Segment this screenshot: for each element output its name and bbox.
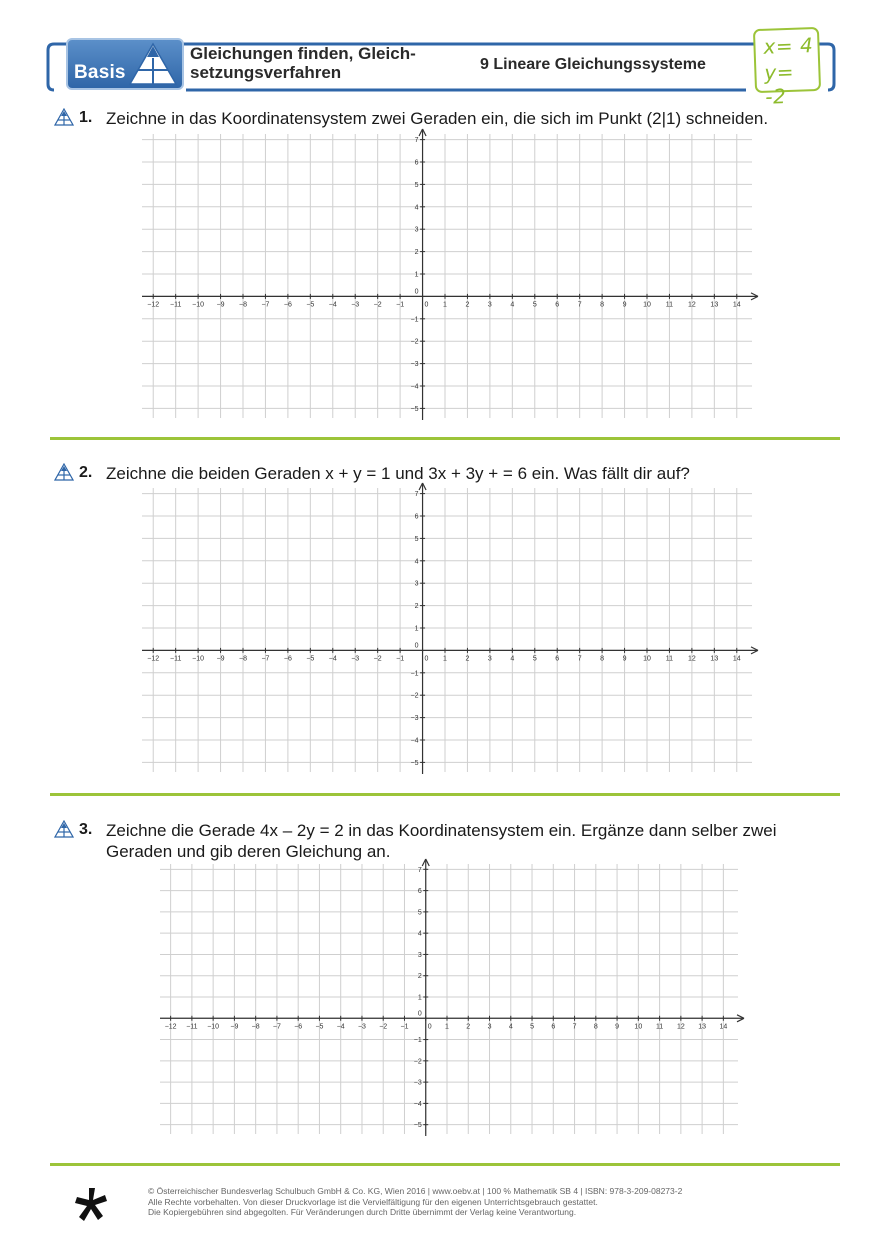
x-tick-label: −4: [328, 655, 337, 663]
y-tick-label: 3: [414, 226, 419, 234]
origin-label: 0: [417, 1010, 422, 1018]
task-number: 2.: [79, 464, 93, 481]
x-tick-label: 8: [600, 301, 605, 309]
x-tick-label: −8: [239, 655, 247, 663]
y-tick-label: −4: [410, 737, 419, 745]
x-tick-label: 13: [698, 1023, 707, 1031]
x-tick-label: −11: [169, 655, 182, 663]
chapter-title: 9 Lineare Gleichungssysteme: [480, 56, 706, 73]
x-tick-label: 2: [465, 655, 470, 663]
x-tick-label: 5: [532, 655, 537, 663]
x-tick-label: −11: [169, 301, 182, 309]
x-tick-label: −9: [216, 301, 225, 309]
task-text-line: Zeichne die beiden Geraden x + y = 1 und 3x + 3y + = 6 ein. Was fällt dir auf?: [106, 464, 690, 483]
x-tick-label: 12: [687, 301, 696, 309]
x-tick-label: 7: [572, 1023, 577, 1031]
x-tick-label: 0: [424, 655, 429, 663]
y-tick-label: −3: [410, 361, 419, 369]
y-tick-label: 7: [414, 137, 419, 145]
note-line-1: x= 4: [763, 33, 814, 59]
y-tick-label: 1: [414, 625, 419, 633]
y-tick-label: 2: [414, 249, 419, 257]
y-tick-label: −2: [410, 692, 419, 700]
x-tick-label: −11: [186, 1023, 198, 1031]
x-tick-label: 11: [665, 301, 674, 309]
y-tick-label: 4: [414, 204, 419, 212]
divider: [50, 793, 840, 796]
x-tick-label: −4: [336, 1023, 345, 1031]
x-tick-label: −3: [351, 655, 360, 663]
x-tick-label: −6: [283, 301, 292, 309]
x-tick-label: 14: [732, 655, 741, 663]
y-tick-label: 5: [414, 535, 419, 543]
x-tick-label: −7: [272, 1023, 281, 1031]
y-tick-label: −5: [413, 1122, 422, 1130]
y-tick-label: −2: [410, 338, 419, 346]
coordinate-grid[interactable]: [154, 858, 748, 1138]
coordinate-grid[interactable]: [136, 128, 762, 422]
x-tick-label: 1: [445, 1023, 449, 1031]
x-tick-label: −9: [216, 655, 225, 663]
footer-line: Die Kopiergebühren sind abgegolten. Für Veränderungen durch Dritte übernimmt der Verlag keine Verantwortung.: [148, 1207, 577, 1217]
x-tick-label: 0: [424, 301, 429, 309]
x-tick-label: 1: [443, 655, 447, 663]
task-text-line: Zeichne die Gerade 4x – 2y = 2 in das Koordinatensystem ein. Ergänze dann selber zwei: [106, 821, 777, 840]
worksheet-title: [190, 44, 450, 82]
task-number: 1.: [79, 109, 93, 126]
y-tick-label: −1: [413, 1037, 422, 1045]
x-tick-label: 10: [634, 1023, 643, 1031]
y-tick-label: −5: [410, 405, 419, 413]
pyramid-icon: [54, 108, 74, 126]
y-tick-label: 6: [417, 888, 422, 896]
y-tick-label: 1: [417, 994, 422, 1002]
x-tick-label: 8: [593, 1023, 598, 1031]
x-tick-label: −1: [396, 301, 405, 309]
origin-label: 0: [414, 288, 419, 296]
note-line-2: y= -2: [764, 59, 795, 109]
x-tick-label: 0: [427, 1023, 432, 1031]
x-tick-label: 11: [655, 1023, 664, 1031]
task-text-line: Geraden und gib deren Gleichung an.: [106, 842, 391, 861]
x-tick-label: 8: [600, 655, 605, 663]
coordinate-grid[interactable]: [136, 482, 762, 776]
y-tick-label: 7: [417, 866, 422, 874]
publisher-logo-icon: [72, 1186, 110, 1224]
x-tick-label: −12: [147, 655, 160, 663]
x-tick-label: 14: [732, 301, 741, 309]
task-text: [106, 820, 836, 862]
title-line-2: setzungsverfahren: [190, 63, 342, 82]
x-tick-label: 6: [555, 301, 560, 309]
x-tick-label: 9: [615, 1023, 620, 1031]
y-tick-label: −3: [410, 715, 419, 723]
x-tick-label: 2: [465, 301, 470, 309]
x-tick-label: −12: [147, 301, 160, 309]
x-tick-label: 5: [532, 301, 537, 309]
pyramid-icon: [54, 820, 74, 838]
x-tick-label: 5: [530, 1023, 534, 1031]
x-tick-label: 3: [487, 301, 492, 309]
y-tick-label: 2: [414, 603, 419, 611]
copyright-footer: [148, 1186, 682, 1218]
x-tick-label: 7: [577, 655, 582, 663]
x-tick-label: −10: [207, 1023, 220, 1031]
divider: [50, 1163, 840, 1166]
x-tick-label: 7: [577, 301, 582, 309]
x-tick-label: 10: [643, 655, 651, 663]
task-number: 3.: [79, 821, 93, 838]
x-tick-label: 6: [551, 1023, 556, 1031]
task-text-line: Zeichne in das Koordinatensystem zwei Geraden ein, die sich im Punkt (2|1) schneiden.: [106, 109, 769, 128]
y-tick-label: −4: [410, 383, 419, 391]
x-tick-label: −2: [373, 655, 382, 663]
y-tick-label: 1: [414, 271, 419, 279]
x-tick-label: −8: [251, 1023, 260, 1031]
x-tick-label: −7: [261, 655, 270, 663]
x-tick-label: −6: [294, 1023, 303, 1031]
footer-line: Alle Rechte vorbehalten. Von dieser Druckvorlage ist die Vervielfältigung für den eigenen Unterrichtsgebrauch gestattet.: [148, 1196, 598, 1207]
y-tick-label: −4: [413, 1100, 422, 1108]
y-tick-label: 6: [414, 159, 419, 167]
y-tick-label: 4: [417, 930, 422, 938]
x-tick-label: 9: [622, 301, 627, 309]
x-tick-label: −5: [306, 301, 315, 309]
footer-line: © Österreichischer Bundesverlag Schulbuch GmbH & Co. KG, Wien 2016 | www.oebv.at | 100 % Mathematik SB 4 | ISBN: 978-3-209-08273-2: [148, 1186, 683, 1196]
solution-note: [753, 27, 821, 109]
x-tick-label: 4: [510, 301, 515, 309]
y-tick-label: 4: [414, 558, 419, 566]
x-tick-label: 4: [510, 655, 515, 663]
y-tick-label: 7: [414, 491, 419, 499]
y-tick-label: −1: [410, 670, 419, 678]
x-tick-label: −5: [306, 655, 315, 663]
task-text: [106, 463, 826, 484]
x-tick-label: −4: [328, 301, 337, 309]
x-tick-label: −1: [400, 1023, 409, 1031]
x-tick-label: 4: [508, 1023, 513, 1031]
y-tick-label: 3: [414, 580, 419, 588]
x-tick-label: 10: [643, 301, 651, 309]
y-tick-label: −5: [410, 759, 419, 767]
x-tick-label: −1: [396, 655, 405, 663]
x-tick-label: −12: [164, 1023, 177, 1031]
x-tick-label: −5: [315, 1023, 324, 1031]
x-tick-label: 13: [710, 301, 719, 309]
x-tick-label: 3: [487, 655, 492, 663]
x-tick-label: 6: [555, 655, 560, 663]
x-tick-label: −3: [357, 1023, 366, 1031]
y-tick-label: 2: [417, 973, 422, 981]
title-line-1: Gleichungen finden, Gleich-: [190, 44, 416, 63]
task-text: [106, 108, 826, 129]
y-tick-label: 5: [414, 181, 419, 189]
y-tick-label: 3: [417, 951, 422, 959]
y-tick-label: 6: [414, 513, 419, 521]
y-tick-label: −2: [413, 1058, 422, 1066]
y-tick-label: −3: [413, 1079, 422, 1087]
x-tick-label: 12: [676, 1023, 685, 1031]
origin-label: 0: [414, 642, 419, 650]
y-tick-label: −1: [410, 316, 419, 324]
x-tick-label: −10: [192, 655, 205, 663]
pyramid-icon: [128, 42, 178, 86]
x-tick-label: 11: [665, 655, 674, 663]
y-tick-label: 5: [417, 909, 422, 917]
pyramid-icon: [54, 463, 74, 481]
x-tick-label: 9: [622, 655, 627, 663]
x-tick-label: 1: [443, 301, 447, 309]
x-tick-label: −6: [283, 655, 292, 663]
x-tick-label: 12: [687, 655, 696, 663]
x-tick-label: −8: [239, 301, 247, 309]
x-tick-label: 13: [710, 655, 719, 663]
divider: [50, 437, 840, 440]
x-tick-label: −9: [230, 1023, 239, 1031]
x-tick-label: −10: [192, 301, 205, 309]
x-tick-label: −3: [351, 301, 360, 309]
x-tick-label: −2: [379, 1023, 388, 1031]
x-tick-label: 2: [466, 1023, 471, 1031]
x-tick-label: 14: [719, 1023, 728, 1031]
x-tick-label: −7: [261, 301, 270, 309]
x-tick-label: −2: [373, 301, 382, 309]
x-tick-label: 3: [487, 1023, 492, 1031]
basis-label: Basis: [74, 62, 126, 83]
